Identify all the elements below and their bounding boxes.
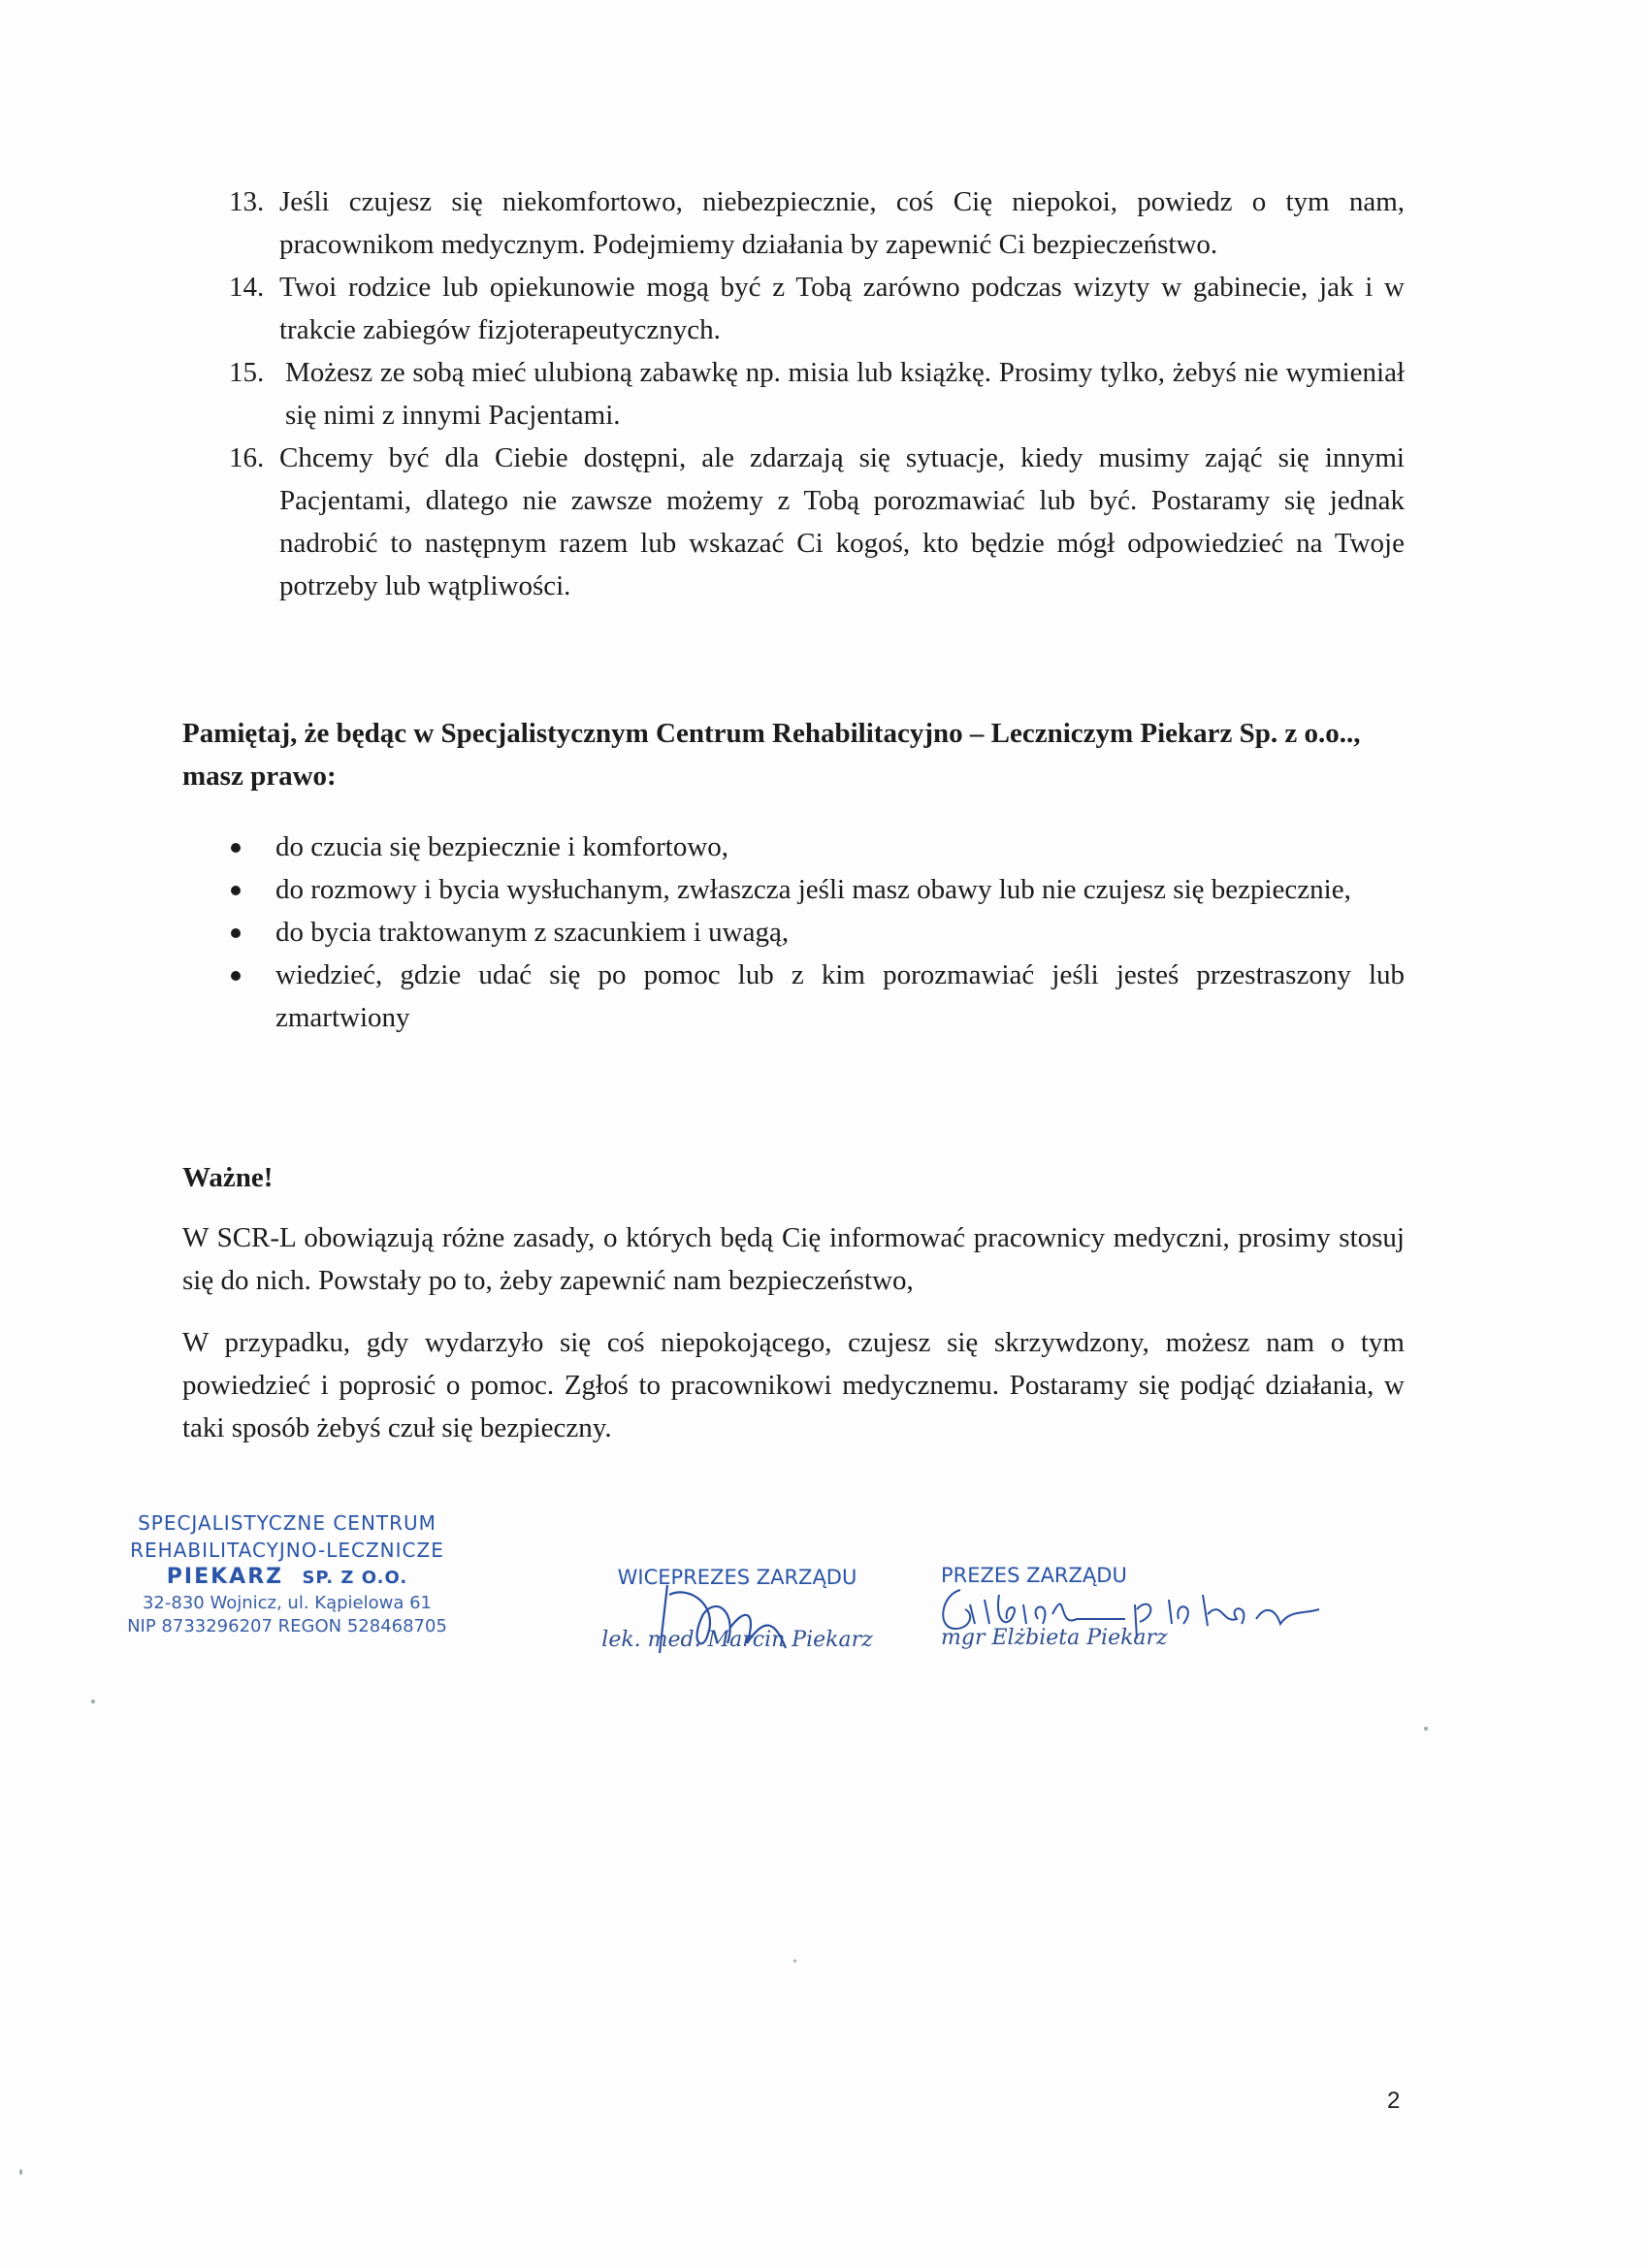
rights-heading: Pamiętaj, że będąc w Specjalistycznym Centrum Rehabilitacyjno – Leczniczym Piekarz Sp. z o.o.., masz prawo: — [182, 718, 1361, 792]
page-number: 2 — [1387, 2088, 1401, 2114]
stamp-suffix: SP. Z O.O. — [302, 1568, 408, 1588]
list-item-number: 14. — [229, 272, 265, 303]
stamp-company-name — [93, 1564, 481, 1592]
list-item-number: 16. — [229, 442, 265, 473]
bullet-icon — [229, 954, 275, 1039]
bullet-icon — [229, 826, 275, 868]
signature-block-vice-president — [572, 1566, 902, 1652]
company-stamp — [93, 1509, 481, 1638]
bullet-item — [229, 826, 1405, 868]
scan-speck — [1424, 1727, 1428, 1731]
rights-list — [229, 826, 1405, 1039]
list-item-text: Chcemy być dla Ciebie dostępni, ale zdarzają się sytuacje, kiedy musimy zająć się innymi Pacjentami, dlatego nie zawsze możemy z Tobą porozmawiać lub być. Postaramy się jednak nadrobić to następnym razem lub wskazać Ci kogoś, kto będzie mógł odpowiedzieć na Twoje potrzeby lub wątpliwości. — [279, 442, 1405, 601]
list-item-number: 15. — [229, 357, 265, 388]
scan-speck — [91, 1700, 95, 1703]
numbered-list — [229, 180, 1405, 607]
bullet-text: do rozmowy i bycia wysłuchanym, zwłaszcza jeśli masz obawy lub nie czujesz się bezpiecznie, — [275, 874, 1351, 905]
bullet-item — [229, 954, 1405, 1039]
bullet-text: do czucia się bezpiecznie i komfortowo, — [275, 831, 729, 862]
scan-speck — [793, 1960, 796, 1962]
important-heading: Ważne! — [182, 1162, 274, 1193]
important-paragraph: W SCR-L obowiązują różne zasady, o których będą Cię informować pracownicy medyczni, prosimy stosuj się do nich. Powstały po to, żeby zapewnić nam bezpieczeństwo, — [182, 1222, 1405, 1296]
list-item-text: Możesz ze sobą mieć ulubioną zabawkę np. misia lub książkę. Prosimy tylko, żebyś nie wymieniał się nimi z innymi Pacjentami. — [285, 357, 1405, 431]
signature-role: WICEPREZES ZARZĄDU — [617, 1566, 857, 1589]
signature-block-president — [941, 1564, 1232, 1650]
bullet-item — [229, 911, 1405, 954]
stamp-line: REHABILITACYJNO-LECZNICZE — [130, 1539, 444, 1562]
list-item — [229, 351, 1405, 437]
stamp-address: 32-830 Wojnicz, ul. Kąpielowa 61 — [142, 1593, 432, 1613]
signature-name: mgr Elżbieta Piekarz — [941, 1626, 1168, 1650]
signature-role: PREZES ZARZĄDU — [941, 1564, 1127, 1587]
bullet-text: do bycia traktowanym z szacunkiem i uwagą, — [275, 917, 790, 948]
stamp-line: SPECJALISTYCZNE CENTRUM — [138, 1511, 436, 1535]
stamp-ids: NIP 8733296207 REGON 528468705 — [127, 1616, 447, 1636]
important-paragraph: W przypadku, gdy wydarzyło się coś niepokojącego, czujesz się skrzywdzony, możesz nam o tym powiedzieć i poprosić o pomoc. Zgłoś to pracownikowi medycznemu. Postaramy się podjąć działania, w taki sposób żebyś czuł się bezpieczny. — [182, 1327, 1405, 1443]
list-item — [229, 437, 1405, 607]
signature-name: lek. med. Marcin Piekarz — [601, 1628, 873, 1652]
bullet-text: wiedzieć, gdzie udać się po pomoc lub z kim porozmawiać jeśli jesteś przestraszony lub zmartwiony — [275, 959, 1405, 1033]
list-item-text: Jeśli czujesz się niekomfortowo, niebezpiecznie, coś Cię niepokoi, powiedz o tym nam, pracownikom medycznym. Podejmiemy działania by zapewnić Ci bezpieczeństwo. — [279, 186, 1405, 260]
bullet-item — [229, 868, 1405, 911]
stamp-name: PIEKARZ — [166, 1565, 284, 1589]
scan-speck — [19, 2169, 22, 2175]
bullet-icon — [229, 868, 275, 911]
list-item-text: Twoi rodzice lub opiekunowie mogą być z Tobą zarówno podczas wizyty w gabinecie, jak i w trakcie zabiegów fizjoterapeutycznych. — [279, 272, 1405, 345]
bullet-icon — [229, 911, 275, 954]
list-item-number: 13. — [229, 186, 265, 217]
list-item — [229, 266, 1405, 351]
list-item — [229, 180, 1405, 266]
